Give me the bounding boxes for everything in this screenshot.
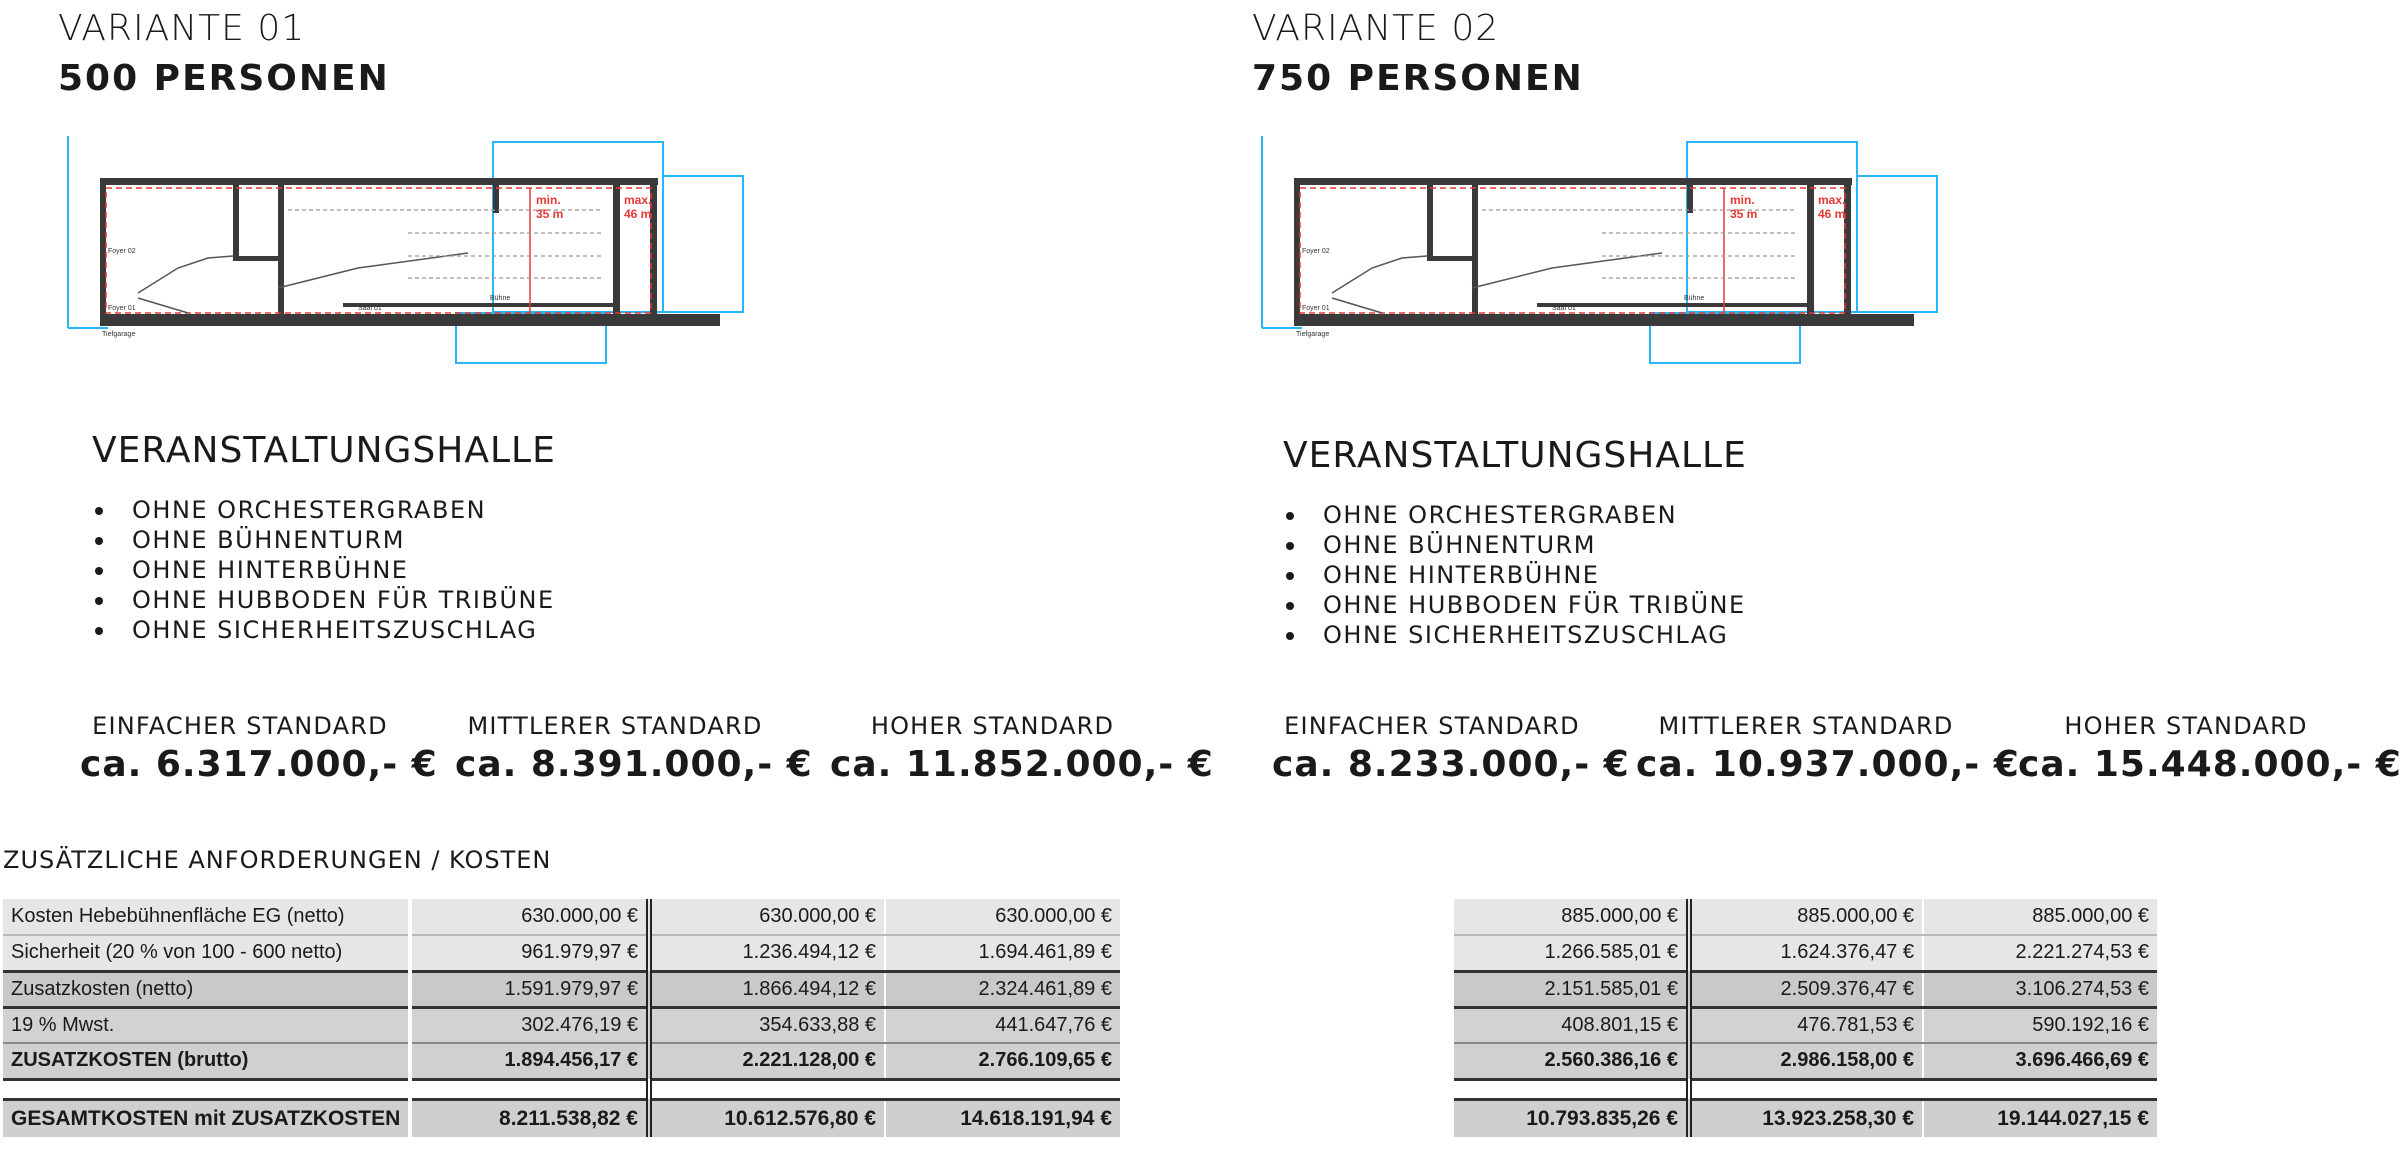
- row-label: Kosten Hebebühnenfläche EG (netto): [3, 899, 408, 935]
- table-row-spacer: [412, 1079, 1120, 1099]
- standard-value: ca. 10.937.000,- €: [1636, 744, 2020, 785]
- section-red-lines: [106, 188, 651, 313]
- bullet-dot-icon: [1286, 632, 1294, 640]
- cost-cell: 1.266.585,01 €: [1454, 935, 1689, 971]
- table-row: [3, 1099, 408, 1137]
- bullet-dot-icon: [1286, 602, 1294, 610]
- table-row: [3, 971, 408, 1007]
- table-row: [1454, 1099, 2157, 1137]
- spacer-cell: [649, 1079, 885, 1099]
- bullet-text: OHNE BÜHNENTURM: [1323, 531, 1596, 559]
- bullet-text: OHNE BÜHNENTURM: [132, 526, 405, 554]
- cost-cell: 2.221.274,53 €: [1923, 935, 2157, 971]
- cost-cell: 1.866.494,12 €: [649, 971, 885, 1007]
- variant-2-cost-table: [1454, 899, 2157, 1137]
- standard-label: EINFACHER STANDARD: [92, 712, 388, 740]
- row-label: Zusatzkosten (netto): [3, 971, 408, 1007]
- standard-label: EINFACHER STANDARD: [1284, 712, 1580, 740]
- table-row: [1454, 899, 2157, 935]
- spacer-cell: [3, 1079, 408, 1099]
- cost-cell: 1.236.494,12 €: [649, 935, 885, 971]
- cost-cell: 354.633,88 €: [649, 1007, 885, 1043]
- table-row-spacer: [1454, 1079, 2157, 1099]
- variant-2-hall-title: VERANSTALTUNGSHALLE: [1283, 435, 1747, 476]
- buehne-label: Bühne: [1684, 295, 1705, 302]
- max-height-value: 46 m: [624, 207, 652, 221]
- bullet-dot-icon: [95, 627, 103, 635]
- bullet-item: [92, 495, 555, 525]
- cost-cell: 1.894.456,17 €: [412, 1043, 649, 1079]
- cost-cell: 885.000,00 €: [1689, 899, 1923, 935]
- table-row: [3, 1007, 408, 1043]
- cost-cell: 961.979,97 €: [412, 935, 649, 971]
- cost-cell: 885.000,00 €: [1923, 899, 2157, 935]
- bullet-item: [92, 525, 555, 555]
- spacer-cell: [1454, 1079, 1689, 1099]
- bullet-text: OHNE ORCHESTERGRABEN: [132, 496, 487, 524]
- table-row: [412, 1099, 1120, 1137]
- spacer-cell: [1923, 1079, 2157, 1099]
- standard-label: MITTLERER STANDARD: [467, 712, 763, 740]
- bullet-item: [1283, 590, 1746, 620]
- bullet-dot-icon: [95, 537, 103, 545]
- cost-cell: 2.986.158,00 €: [1689, 1043, 1923, 1079]
- bullet-item: [1283, 530, 1746, 560]
- saal-01-label: Saal 01: [358, 305, 382, 312]
- table-row: [1454, 1007, 2157, 1043]
- cost-cell: 3.696.466,69 €: [1923, 1043, 2157, 1079]
- cost-cell: 2.766.109,65 €: [885, 1043, 1120, 1079]
- bullet-item: [92, 615, 555, 645]
- standard-value: ca. 8.233.000,- €: [1272, 744, 1630, 785]
- cost-cell: 10.793.835,26 €: [1454, 1099, 1689, 1137]
- standard-value: ca. 15.448.000,- €: [2018, 744, 2402, 785]
- variant-1-hall-title: VERANSTALTUNGSHALLE: [92, 430, 556, 471]
- cost-cell: 14.618.191,94 €: [885, 1099, 1120, 1137]
- bullet-dot-icon: [95, 507, 103, 515]
- spacer-cell: [1689, 1079, 1923, 1099]
- cost-cell: 1.694.461,89 €: [885, 935, 1120, 971]
- cost-cell: 630.000,00 €: [412, 899, 649, 935]
- variant-2-section-drawing: [1252, 128, 1992, 378]
- row-label: 19 % Mwst.: [3, 1007, 408, 1043]
- row-label: ZUSATZKOSTEN (brutto): [3, 1043, 408, 1079]
- bullet-dot-icon: [95, 567, 103, 575]
- cost-cell: 2.560.386,16 €: [1454, 1043, 1689, 1079]
- bullet-dot-icon: [1286, 572, 1294, 580]
- bullet-item: [92, 555, 555, 585]
- cost-cell: 19.144.027,15 €: [1923, 1099, 2157, 1137]
- cost-cell: 1.624.376,47 €: [1689, 935, 1923, 971]
- cost-cell: 476.781,53 €: [1689, 1007, 1923, 1043]
- bullet-dot-icon: [1286, 542, 1294, 550]
- variant-2-bullet-list: [1283, 500, 1746, 650]
- max-height-label: max.: [624, 193, 652, 207]
- bullet-text: OHNE HINTERBÜHNE: [132, 556, 409, 584]
- table-row: [412, 935, 1120, 971]
- cost-cell: 408.801,15 €: [1454, 1007, 1689, 1043]
- standard-label: HOHER STANDARD: [870, 712, 1115, 740]
- bullet-text: OHNE HUBBODEN FÜR TRIBÜNE: [1323, 591, 1746, 619]
- variant-1-label: VARIANTE 01: [58, 8, 306, 49]
- row-label: GESAMTKOSTEN mit ZUSATZKOSTEN: [3, 1099, 408, 1137]
- section-cyan-outline: [68, 136, 743, 363]
- min-height-value: 35 m: [1730, 207, 1758, 221]
- foyer-01-label: Foyer 01: [108, 305, 136, 312]
- table-row: [1454, 971, 2157, 1007]
- tiefgarage-label: Tiefgarage: [102, 331, 136, 338]
- bullet-dot-icon: [95, 597, 103, 605]
- min-height-value: 35 m: [536, 207, 564, 221]
- cost-cell: 2.151.585,01 €: [1454, 971, 1689, 1007]
- standard-label: MITTLERER STANDARD: [1658, 712, 1954, 740]
- min-height-label: min.: [1730, 193, 1755, 207]
- foyer-02-label: Foyer 02: [1302, 248, 1330, 255]
- standard-label: HOHER STANDARD: [2064, 712, 2308, 740]
- table-row: [3, 935, 408, 971]
- cost-cell: 2.324.461,89 €: [885, 971, 1120, 1007]
- cost-cell: 441.647,76 €: [885, 1007, 1120, 1043]
- bullet-item: [92, 585, 555, 615]
- min-height-label: min.: [536, 193, 561, 207]
- bullet-item: [1283, 500, 1746, 530]
- max-height-value: 46 m: [1818, 207, 1846, 221]
- standard-value: ca. 11.852.000,- €: [830, 744, 1214, 785]
- variant-1-persons: 500 PERSONEN: [58, 58, 390, 99]
- spacer-cell: [885, 1079, 1120, 1099]
- cost-cell: 2.221.128,00 €: [649, 1043, 885, 1079]
- cost-cell: 1.591.979,97 €: [412, 971, 649, 1007]
- extra-costs-label-column: [3, 899, 408, 1137]
- extra-costs-heading: ZUSÄTZLICHE ANFORDERUNGEN / KOSTEN: [3, 846, 552, 874]
- saal-01-label: Saal 01: [1552, 305, 1576, 312]
- bullet-dot-icon: [1286, 512, 1294, 520]
- foyer-01-label: Foyer 01: [1302, 305, 1330, 312]
- section-cyan-outline: [1262, 136, 1937, 363]
- table-row: [412, 1007, 1120, 1043]
- cost-cell: 8.211.538,82 €: [412, 1099, 649, 1137]
- table-row: [3, 1043, 408, 1079]
- cost-cell: 885.000,00 €: [1454, 899, 1689, 935]
- standard-value: ca. 8.391.000,- €: [455, 744, 813, 785]
- row-label: Sicherheit (20 % von 100 - 600 netto): [3, 935, 408, 971]
- cost-cell: 302.476,19 €: [412, 1007, 649, 1043]
- table-row: [1454, 1043, 2157, 1079]
- foyer-02-label: Foyer 02: [108, 248, 136, 255]
- spacer-cell: [412, 1079, 649, 1099]
- variant-2-persons: 750 PERSONEN: [1252, 58, 1584, 99]
- cost-cell: 3.106.274,53 €: [1923, 971, 2157, 1007]
- bullet-item: [1283, 560, 1746, 590]
- variant-2-label: VARIANTE 02: [1252, 8, 1500, 49]
- bullet-text: OHNE ORCHESTERGRABEN: [1323, 501, 1678, 529]
- cost-cell: 10.612.576,80 €: [649, 1099, 885, 1137]
- cost-cell: 630.000,00 €: [885, 899, 1120, 935]
- standard-value: ca. 6.317.000,- €: [80, 744, 438, 785]
- cost-cell: 590.192,16 €: [1923, 1007, 2157, 1043]
- cost-cell: 2.509.376,47 €: [1689, 971, 1923, 1007]
- table-row: [1454, 935, 2157, 971]
- cost-cell: 630.000,00 €: [649, 899, 885, 935]
- tiefgarage-label: Tiefgarage: [1296, 331, 1330, 338]
- variant-1-bullet-list: [92, 495, 555, 645]
- max-height-label: max.: [1818, 193, 1846, 207]
- bullet-item: [1283, 620, 1746, 650]
- table-row: [3, 899, 408, 935]
- table-row-spacer: [3, 1079, 408, 1099]
- variant-1-section-drawing: [58, 128, 798, 378]
- bullet-text: OHNE HUBBODEN FÜR TRIBÜNE: [132, 586, 555, 614]
- bullet-text: OHNE HINTERBÜHNE: [1323, 561, 1600, 589]
- bullet-text: OHNE SICHERHEITSZUSCHLAG: [1323, 621, 1729, 649]
- table-row: [412, 1043, 1120, 1079]
- cost-cell: 13.923.258,30 €: [1689, 1099, 1923, 1137]
- bullet-text: OHNE SICHERHEITSZUSCHLAG: [132, 616, 538, 644]
- buehne-label: Bühne: [490, 295, 511, 302]
- section-red-lines: [1300, 188, 1845, 313]
- table-row: [412, 899, 1120, 935]
- variant-1-cost-table: [412, 899, 1120, 1137]
- table-row: [412, 971, 1120, 1007]
